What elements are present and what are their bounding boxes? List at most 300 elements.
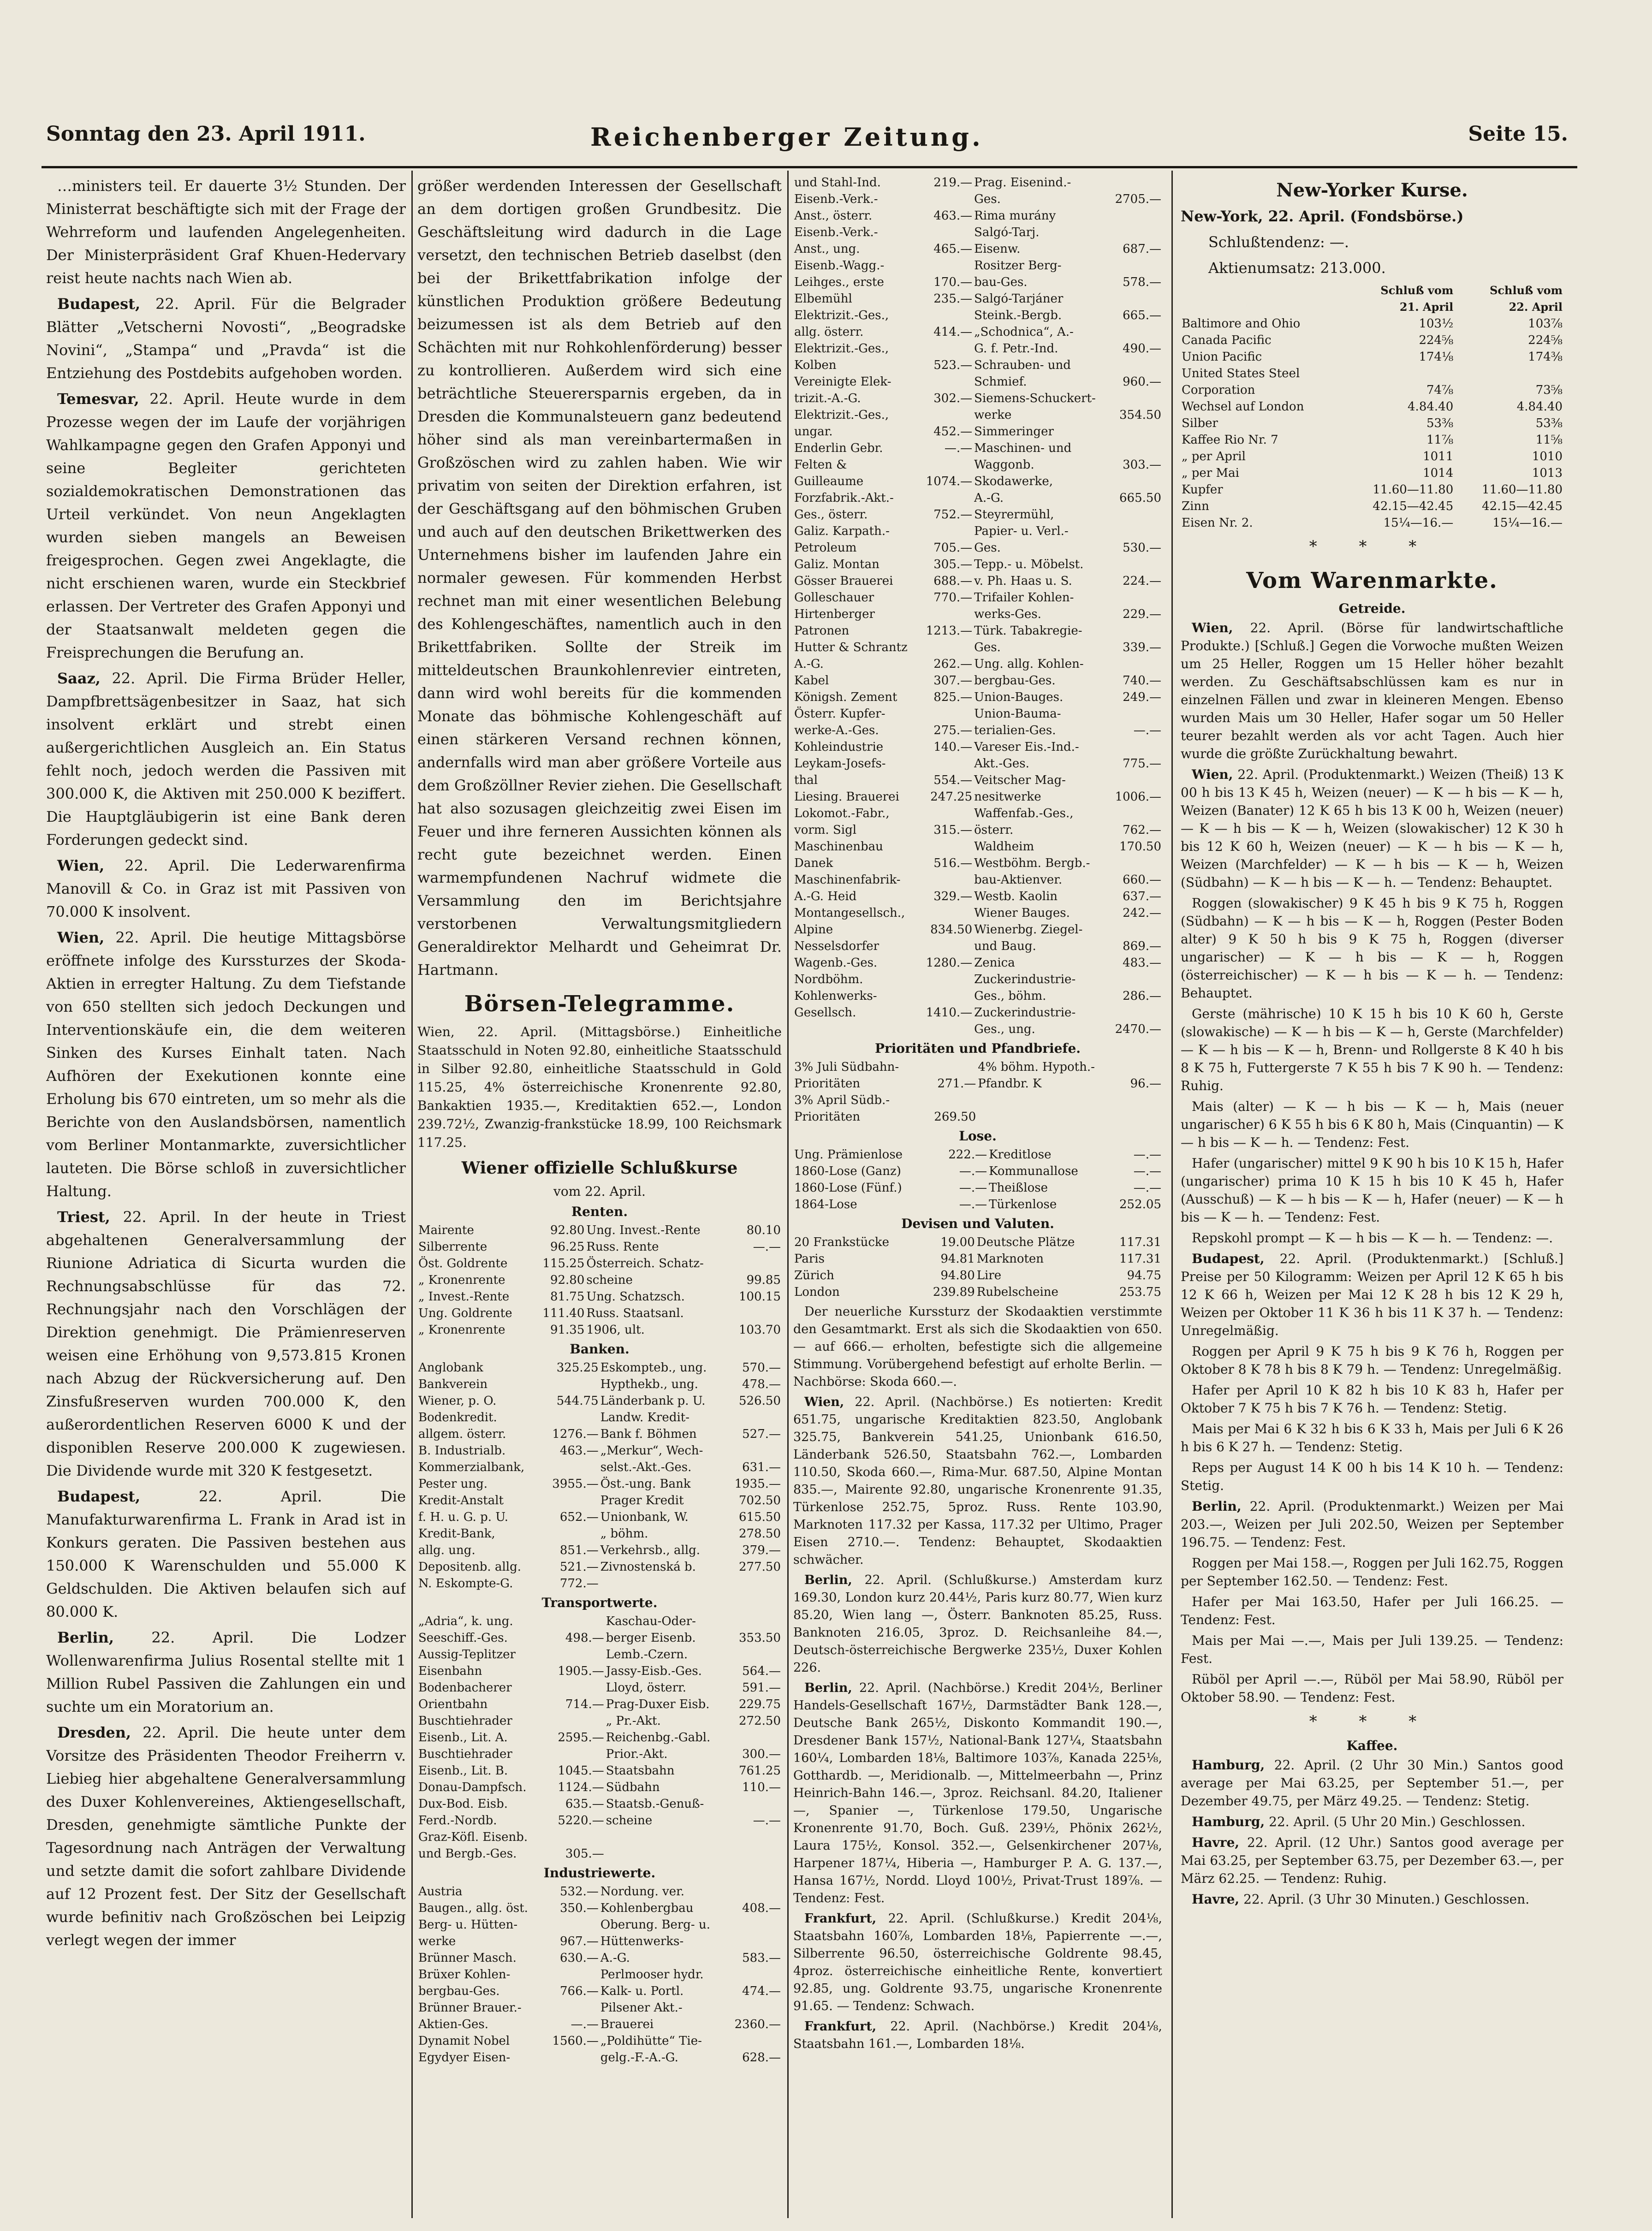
ny-line: New-York, 22. April. (Fondsbörse.) [1181, 208, 1464, 225]
table-cell [725, 1409, 782, 1426]
table-cell: Kredit-Anstalt [418, 1494, 504, 1507]
table-row [417, 1917, 782, 1933]
table-cell: Gösser Brauerei [794, 574, 893, 588]
table-cell [1109, 523, 1162, 540]
item-text: 22. April. (5 Uhr 20 Min.) Geschlossen. [1265, 1814, 1526, 1829]
news-item [1181, 765, 1563, 891]
table-head: Industriewerte. [543, 1865, 656, 1881]
table-cell: 1860-Lose (Fünf.) [794, 1181, 902, 1195]
table-cell: —.— [570, 2017, 599, 2031]
table-cell [725, 1575, 782, 1592]
table-cell: 452.— [933, 425, 973, 439]
table-cell: 3% April Südb.- [794, 1093, 890, 1107]
item-text: Hafer per April 10 K 82 h bis 10 K 83 h, Hafer per Oktober 7 K 75 h bis 7 K 76 h. — Tendenz: Stetig. [1181, 1383, 1563, 1416]
table-cell [543, 1459, 600, 1476]
table-cell: Forzfabrik.-Akt.- [794, 491, 894, 505]
table-cell: —.— [959, 1198, 987, 1211]
table-row [417, 1630, 782, 1646]
table-cell: Akt.-Ges. [974, 757, 1029, 771]
table-cell: Depositenb. allg. [418, 1560, 521, 1574]
table-cell [543, 1492, 600, 1509]
table-row [793, 357, 1162, 374]
table-row [1181, 448, 1563, 465]
table-cell: Jassy-Eisb.-Ges. [606, 1664, 702, 1678]
table-cell: N. Eskompte-G. [418, 1577, 513, 1590]
news-item [793, 1303, 1162, 1391]
table-cell: 498.— [565, 1631, 604, 1645]
table-cell: 91.35 [550, 1323, 585, 1337]
table-cell: Wagenb.-Ges. [794, 956, 878, 970]
table-cell: Bank f. Böhmen [600, 1427, 697, 1441]
waren-title: Vom Warenmarkte. [1246, 568, 1498, 593]
table-row [417, 1442, 782, 1459]
table-cell: 1410.— [926, 1006, 973, 1020]
table-cell: 665.50 [1119, 491, 1161, 505]
table-cell: 630.— [560, 1951, 599, 1965]
item-text: Reps per August 14 K 00 h bis 14 K 10 h. — Tendenz: Stetig. [1181, 1460, 1563, 1493]
table-cell: Kohlenwerks- [794, 989, 877, 1003]
table-cell [920, 606, 973, 623]
table-cell: Schrauben- und [974, 358, 1071, 372]
table-cell: Eisenb.-Verk.- [794, 192, 878, 206]
table-cell: Kupfer [1182, 483, 1223, 497]
table-cell: Hüttenwerks- [600, 1934, 684, 1948]
table-row [417, 1305, 782, 1322]
table-cell: „Poldihütte“ Tie- [600, 2034, 702, 2048]
table-cell: 94.80 [940, 1269, 975, 1282]
table-cell: bergbau-Ges. [974, 674, 1056, 688]
table-cell: Leykam-Josefs- [794, 757, 886, 771]
table-cell [920, 755, 973, 772]
table-row [417, 1762, 782, 1779]
table-cell: 463.— [559, 1444, 599, 1458]
table-row [417, 1575, 782, 1592]
table-cell: Montangesellsch., [794, 906, 905, 920]
table-cell [730, 1613, 782, 1630]
table-cell: 278.50 [739, 1527, 781, 1541]
table-cell [977, 1092, 1122, 1109]
table-cell: Enderlin Gebr. [794, 441, 883, 455]
table-row [793, 772, 1162, 789]
table-cell [1109, 357, 1162, 374]
table-cell: Orientbahn [418, 1697, 488, 1711]
page-number: Seite 15. [1468, 122, 1568, 146]
table-cell: Dux-Bod. Eisb. [418, 1797, 508, 1811]
ny-col-head: Schluß vom [1380, 284, 1454, 297]
table-cell: 766.— [560, 1984, 599, 1998]
column-waren [1181, 174, 1563, 1911]
table-cell: Landw. Kredit- [600, 1411, 690, 1424]
table-cell: Brauerei [600, 2017, 654, 2031]
table-cell: —.— [1133, 1164, 1161, 1178]
table-cell: scheine [586, 1273, 633, 1287]
table-cell: 174⅜ [1528, 350, 1563, 364]
table-row [793, 407, 1162, 423]
table-cell: —.— [753, 1814, 781, 1828]
table-cell: scheine [606, 1814, 653, 1828]
item-text: 22. April. (Börse für landwirtschaftliche Produkte.) [Schluß.] Gegen die Vorwoche mußten Weizen um 25 Heller, Roggen um 15 Heller höher bezahlt werden. Zu Geschäftsabschlüssen kam es nur in einzelnen Fällen und zwar in kleineren Mengen. Ebenso wurden Mais um 30 Heller, Hafer sogar um 50 Heller teurer bezahlt werden als vor acht Tagen. Auch hier wurde die größte Zurückhaltung bewahrt. [1181, 620, 1563, 761]
item-text: Mais per Mai —.—, Mais per Juli 139.25. — Tendenz: Fest. [1181, 1633, 1563, 1666]
table-row [417, 1829, 782, 1845]
table-cell [548, 1613, 605, 1630]
table-cell: Tepp.- u. Möbelst. [974, 558, 1084, 571]
table-row [793, 374, 1162, 390]
table-cell: Bankverein [418, 1377, 488, 1391]
table-row [793, 1251, 1162, 1267]
table-cell: 714.— [565, 1697, 604, 1711]
table-cell [920, 191, 973, 208]
news-item [793, 1394, 1162, 1569]
table-cell: 631.— [742, 1460, 781, 1474]
table-cell: 94.75 [1127, 1269, 1161, 1282]
table-cell: 74⅞ [1426, 383, 1454, 397]
table-row [417, 2033, 782, 2049]
table-cell [1109, 423, 1162, 440]
table-row [793, 739, 1162, 755]
dateline-place: Frankfurt, [804, 2019, 877, 2034]
table-row [793, 905, 1162, 921]
table-cell: 583.— [742, 1951, 781, 1965]
table-cell: Salgó-Tarj. [974, 225, 1040, 239]
table-cell: Prioritäten [794, 1077, 861, 1091]
table-cell: 834.50 [930, 923, 973, 937]
table-cell: Nordböhm. [794, 973, 863, 986]
item-text: Roggen (slowakischer) 9 K 45 h bis 9 K 75 h, Roggen (Südbahn) — K — h bis — K — h, Roggen (Pester Boden alter) 9 K 50 h bis 9 K 75 h, Roggen (diverser ungarischer) — K — h bis — K — h, Roggen (österreichischer) — K — h bis — K — h. — Tendenz: Behauptet. [1181, 896, 1563, 1001]
table-cell: Leihges., erste [794, 275, 884, 289]
table-cell: 665.— [1123, 309, 1161, 322]
table-cell: Lire [976, 1269, 1002, 1282]
table-cell: 1906, ult. [586, 1323, 645, 1337]
table-cell: Westb. Kaolin [974, 890, 1058, 903]
table-row [1181, 432, 1563, 448]
table-cell: 307.— [933, 674, 973, 688]
table-cell: 521.— [559, 1560, 599, 1574]
table-cell: 775.— [1123, 757, 1161, 771]
table-row [793, 1196, 1162, 1213]
table-cell: thal [794, 773, 818, 787]
table-cell [730, 1796, 782, 1812]
table-cell: 249.— [1123, 690, 1161, 704]
table-cell: Österreich. Schatz- [586, 1257, 704, 1270]
table-cell: —.— [1133, 724, 1161, 737]
table-cell: Russ. Rente [586, 1240, 659, 1254]
table-cell: Vereinigte Elek- [794, 375, 891, 389]
table-cell: Donau-Dampfsch. [418, 1780, 527, 1794]
table-cell: 53⅜ [1426, 416, 1454, 430]
table-cell: Maschinen- und [974, 441, 1072, 455]
table-cell: Maschinenfabrik- [794, 873, 901, 887]
table-row [793, 506, 1162, 523]
table-cell: 570.— [742, 1361, 781, 1375]
table-cell [1109, 440, 1162, 457]
masthead [46, 122, 1568, 164]
ny-table [1181, 282, 1563, 531]
table-cell [1109, 556, 1162, 573]
table-cell [1109, 473, 1162, 490]
table-cell: 3% Juli Südbahn- [794, 1060, 899, 1074]
table-cell: 239.89 [933, 1285, 975, 1299]
table-cell: 252.05 [1119, 1198, 1161, 1211]
table-cell [1109, 257, 1162, 274]
table-row [793, 955, 1162, 971]
table-cell: 752.— [933, 508, 973, 522]
table-cell [543, 1409, 600, 1426]
table-cell: 174⅛ [1419, 350, 1454, 364]
table-cell: 219.— [933, 176, 973, 190]
table-cell [1109, 224, 1162, 241]
table-cell: Kalk- u. Portl. [600, 1984, 684, 1998]
table-cell: 1045.— [558, 1764, 604, 1778]
table-cell: A.-G. Heid [794, 890, 857, 903]
table-cell: Anst., ung. [794, 242, 860, 256]
table-cell: Baugen., allg. öst. [418, 1901, 528, 1915]
table-row [417, 2016, 782, 2033]
table-cell: 4.84.40 [1516, 400, 1563, 414]
dateline-place: Temesvar, [57, 390, 139, 408]
renten-table [417, 1222, 782, 1338]
table-cell: 20 Frankstücke [794, 1235, 890, 1249]
news-item [1181, 1005, 1563, 1095]
table-cell: Hypthekb., ung. [600, 1377, 698, 1391]
table-cell: Kolben [794, 358, 837, 372]
table-cell: Papier- u. Verl.- [974, 524, 1069, 538]
news-item [1181, 1154, 1563, 1226]
table-cell: Ges. [974, 192, 1001, 206]
table-row [793, 307, 1162, 324]
table-cell: 1560.— [552, 2034, 599, 2048]
table-cell: 99.85 [746, 1273, 781, 1287]
table-cell: Hutter & Schrantz [794, 641, 908, 654]
table-row [793, 390, 1162, 407]
table-cell: Mairente [418, 1223, 474, 1237]
item-text: 22. April. Die Lederwarenfirma Manovill & Co. in Graz ist mit Passiven von 70.000 K insolvent. [46, 857, 406, 920]
table-cell: „Adria“, k. ung. [418, 1614, 513, 1628]
table-cell: 302.— [933, 392, 973, 405]
table-row [417, 1222, 782, 1239]
table-cell: Wiener Bauges. [974, 906, 1070, 920]
table-cell: 11⅞ [1426, 433, 1454, 447]
table-cell [730, 1829, 782, 1845]
table-cell: 761.25 [739, 1764, 781, 1778]
table-cell: Ung. allg. Kohlen- [974, 657, 1084, 671]
table-row [793, 523, 1162, 540]
table-cell: 516.— [933, 856, 973, 870]
table-row [793, 1021, 1162, 1038]
table-row [1181, 382, 1563, 398]
table-cell: Türkenlose [989, 1198, 1057, 1211]
table-cell [920, 988, 973, 1004]
news-item [46, 926, 406, 1203]
table-row [793, 888, 1162, 905]
table-cell: Oberung. Berg- u. [600, 1918, 710, 1932]
table-row [417, 1796, 782, 1812]
table-cell: Südbahn [606, 1780, 660, 1794]
news-item [1181, 1593, 1563, 1629]
table-cell: und Bergb.-Ges. [418, 1847, 517, 1861]
table-row [793, 1075, 1162, 1092]
table-cell: Zenica [974, 956, 1015, 970]
table-cell: Russ. Staatsanl. [586, 1306, 684, 1320]
table-cell: 117.31 [1119, 1252, 1161, 1266]
table-cell: Prior.-Akt. [606, 1747, 668, 1761]
table-cell: 2360.— [734, 2017, 781, 2031]
table-cell: 463.— [933, 209, 973, 223]
item-text: 22. April. Die Firma Brüder Heller, Dampfbrettsägenbesitzer in Saaz, hat sich insolvent erklärt und strebt einen außergerichtlichen Ausgleich an. Ein Status fehlt noch, jedoch werden die Passiven mit 300.000 K, die Aktiven mit 250.000 K beziffert. Die Hauptgläubigerin ist eine Bank deren Forderungen gedeckt sind. [46, 670, 406, 848]
table-row [793, 755, 1162, 772]
table-cell: Eisenb., Lit. A. [418, 1731, 508, 1744]
transport-table [417, 1613, 782, 1862]
table-cell: Marknoten [976, 1252, 1044, 1266]
table-cell: —.— [944, 441, 973, 455]
table-cell: 96.— [1130, 1077, 1161, 1091]
table-row [417, 1509, 782, 1525]
table-cell: Eskompteb., ung. [600, 1361, 707, 1375]
item-text: 22. April. Die Lodzer Wollenwarenfirma Julius Rosental stellte mit 1 Million Rubel Passiven die Zahlungen ein und suchte um ein Moratorium an. [46, 1629, 406, 1715]
table-cell [920, 457, 973, 473]
dateline-place: Budapest, [57, 1488, 141, 1505]
table-cell: Prioritäten [794, 1110, 861, 1124]
table-row [793, 689, 1162, 706]
table-cell: berger Eisenb. [606, 1631, 696, 1645]
table-row [793, 540, 1162, 556]
table-cell: „Merkur“, Wech- [600, 1444, 703, 1458]
table-cell: 42.15—42.45 [1482, 499, 1563, 513]
table-cell: 414.— [933, 325, 973, 339]
table-cell: 1011 [1423, 450, 1454, 463]
table-cell: 269.50 [934, 1110, 976, 1124]
table-cell: 305.— [933, 558, 973, 571]
column-news [46, 174, 406, 1954]
table-cell: 527.— [742, 1427, 781, 1441]
table-cell: ungar. [794, 425, 833, 439]
table-cell: 42.15—42.45 [1373, 499, 1454, 513]
table-cell: 73⅝ [1535, 383, 1563, 397]
table-row [1181, 515, 1563, 531]
table-cell [729, 1305, 782, 1322]
table-cell: Austria [418, 1885, 463, 1899]
table-row [793, 457, 1162, 473]
table-cell: 303.— [1123, 458, 1161, 472]
table-cell: Corporation [1182, 383, 1255, 397]
table-cell: Anglobank [418, 1361, 483, 1375]
table-cell: 339.— [1123, 641, 1161, 654]
table-cell: Kohleindustrie [794, 740, 884, 754]
item-text: 22. April. Die heutige Mittagsbörse eröffnete infolge des Kurssturzes der Skoda-Aktien in erregter Haltung. Zu dem Tiefstande von 650 stellten sich jedoch Deckungen und Interventionskäufe ein, die dem weiteren Sinken des Kurses Einhalt taten. Nach Aufhören der Exekutionen konnte eine Erholung bis 670 eintreten, um so mehr als die Berichte von den Auslandsbörsen, namentlich vom Berliner Montanmarkte, zuversichtlicher lauteten. Die Börse schloß in zuversichtlicher Haltung. [46, 929, 406, 1200]
table-cell: Eisenb., Lit. B. [418, 1764, 508, 1778]
item-text: Hafer per Mai 163.50, Hafer per Juli 166.25. — Tendenz: Fest. [1181, 1594, 1563, 1627]
table-row [793, 1059, 1162, 1075]
table-cell [1109, 291, 1162, 307]
table-row [793, 573, 1162, 589]
item-text: 22. April. (Produktenmarkt.) Weizen (Theiß) 13 K 00 h bis 13 K 45 h, Weizen (neuer) — K — h bis — K — h, Weizen (Banater) 12 K 65 h bis 13 K 00 h, Weizen (neuer) — K — h bis — K — h, Weizen (slowakischer) 12 K 30 h bis 12 K 60 h, Weizen (neuer) — K — h bis — K — h, Weizen (Marchfelder) — K — h bis — K — h, Weizen (Südbahn) — K — h bis — K — h. — Tendenz: Behauptet. [1181, 767, 1563, 890]
table-row [417, 1679, 782, 1696]
table-cell: Trifailer Kohlen- [974, 591, 1074, 605]
dateline-place: Havre, [1192, 1835, 1240, 1850]
dateline-place: Wien, [804, 1395, 844, 1409]
table-cell: 170.— [933, 275, 973, 289]
news-item [1181, 1554, 1563, 1590]
dateline-place: Wien, [57, 929, 105, 946]
table-cell: f. H. u. G. p. U. [418, 1510, 509, 1524]
column-boerse [417, 174, 782, 2066]
table-cell: Kommerzialbank, [418, 1460, 525, 1474]
table-row [793, 921, 1162, 938]
table-cell [605, 1845, 730, 1862]
news-item [793, 1679, 1162, 1907]
table-cell: 523.— [933, 358, 973, 372]
item-text: 22. April. Für die Belgrader Blätter „Vetscherni Novosti“, „Beogradske Novini“, „Stampa“ und „Pravda“ ist die Entziehung des Postdebits aufgehoben worden. [46, 295, 406, 382]
table-cell: 474.— [742, 1984, 781, 1998]
item-text: Gerste (mährische) 10 K 15 h bis 10 K 60 h, Gerste (slowakische) — K — h bis — K — h, Gerste (Marchfelder) — K — h bis — K — h, Brenn- und Rollgerste 8 K 40 h bis 8 K 75 h, Futtergerste 7 K 55 h bis 7 K 90 h. — Tendenz: Ruhig. [1181, 1006, 1563, 1093]
table-cell: Steyrermühl, [974, 508, 1054, 522]
table-cell: 379.— [742, 1543, 781, 1557]
table-cell: „ per Mai [1182, 466, 1239, 480]
table-cell: Wiener, p. O. [418, 1394, 497, 1408]
table-cell: Veitscher Mag- [974, 773, 1066, 787]
table-row [793, 822, 1162, 838]
news-item [1181, 1833, 1563, 1887]
table-row [417, 1476, 782, 1492]
table-cell: Königsh. Zement [794, 690, 897, 704]
news-item [46, 387, 406, 664]
table-cell [548, 1679, 605, 1696]
news-item [1181, 1420, 1563, 1456]
table-cell: 532.— [560, 1885, 599, 1899]
masthead-rule [42, 166, 1577, 168]
table-cell: Danek [794, 856, 833, 870]
table-cell [727, 1933, 782, 1950]
table-cell [1109, 921, 1162, 938]
table-cell: Zinn [1182, 499, 1209, 513]
stocks-table [793, 174, 1162, 1038]
table-cell: Eisen Nr. 2. [1182, 516, 1253, 530]
table-cell: Eisenbahn [418, 1664, 482, 1678]
table-cell: 652.— [559, 1510, 599, 1524]
table-cell: Galiz. Karpath.- [794, 524, 890, 538]
table-cell [730, 1646, 782, 1663]
table-cell [923, 1059, 977, 1075]
table-cell: Zürich [794, 1269, 834, 1282]
table-cell [920, 706, 973, 722]
table-cell [1109, 1004, 1162, 1021]
table-cell: Nesselsdorfer [794, 939, 879, 953]
item-text: 22. April. (Nachbörse.) Kredit 204½, Berliner Handels-Gesellschaft 167½, Darmstädter Bank 128.—, Deutsche Bank 265½, Diskonto Kommandit 190.—, Dresdener Bank 157½, National-Bank 127¼, Staatsbahn 160¼, Lombarden 18⅛, Baltimore 103⅞, Kanada 225⅛, Gotthardb. —, Meridionalb. —, Mittelmeerbahn —, Prinz Heinrich-Bahn 146.—, 3proz. Reichsanl. 84.20, Italiener —, Spanier —, Türkenlose 179.50, Ungarische Kronenrente 91.70, Boch. Guß. 239½, Phönix 262½, Laura 175½, Konsol. 352.—, Gelsenkirchener 207⅛, Harpener 187¼, Hiberia —, Hamburger P. A. G. 137.—, Hansa 167½, Nordd. Lloyd 100½, Privat-Trust 189⅞. — Tendenz: Fest. [793, 1681, 1162, 1905]
table-cell: 94.81 [940, 1252, 975, 1266]
table-cell: 702.50 [739, 1494, 781, 1507]
table-row [793, 789, 1162, 805]
table-cell: Silber [1182, 416, 1218, 430]
item-text: Roggen per April 9 K 75 h bis 9 K 76 h, Roggen per Oktober 8 K 78 h bis 8 K 79 h. — Tendenz: Unregelmäßig. [1181, 1344, 1563, 1377]
table-cell [920, 490, 973, 506]
table-cell: 772.— [559, 1577, 599, 1590]
table-row [793, 1234, 1162, 1251]
table-row [793, 241, 1162, 257]
dateline-place: Berlin, [57, 1629, 114, 1646]
table-cell: 637.— [1123, 890, 1161, 903]
table-cell: 967.— [560, 1934, 599, 1948]
table-head: Renten. [571, 1204, 628, 1219]
column-divider [411, 171, 413, 2218]
grain-reports [1181, 619, 1563, 1706]
news-item [46, 292, 406, 385]
table-cell: Paris [794, 1252, 825, 1266]
table-cell: Skodawerke, [974, 475, 1053, 488]
table-cell: London [794, 1285, 840, 1299]
table-row [793, 191, 1162, 208]
table-cell: 229.— [1123, 607, 1161, 621]
news-item [1181, 619, 1563, 763]
table-cell: 277.50 [739, 1560, 781, 1574]
